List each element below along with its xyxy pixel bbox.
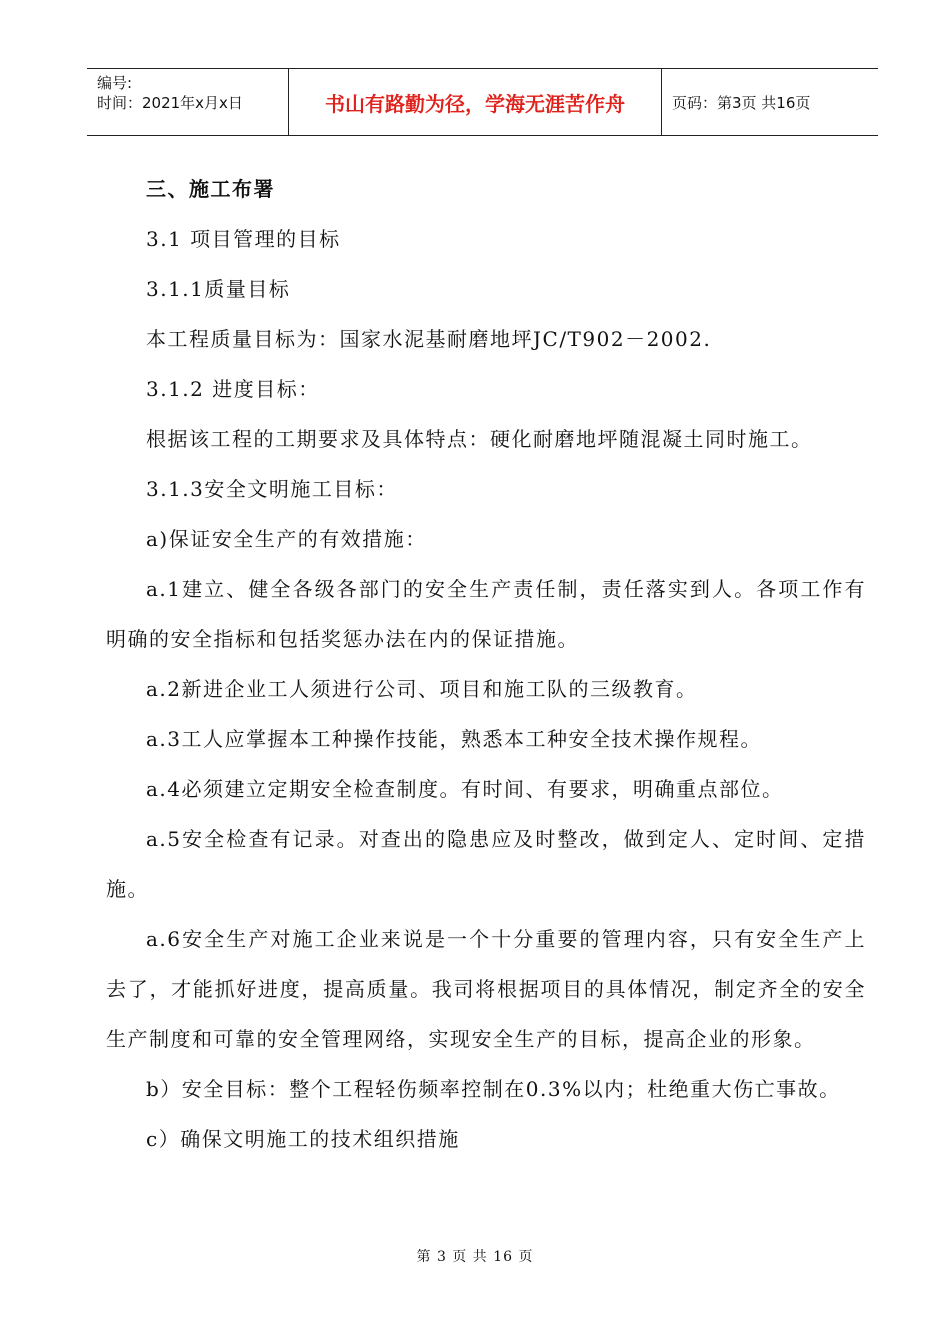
- list-item: a.3工人应掌握本工种操作技能，熟悉本工种安全技术操作规程。: [146, 727, 763, 751]
- list-heading: b）安全目标：整个工程轻伤频率控制在0.3%以内；杜绝重大伤亡事故。: [146, 1077, 841, 1101]
- document-body: [106, 164, 866, 1164]
- section-heading: 三、施工布署: [146, 177, 275, 201]
- subsection-title: 3.1 项目管理的目标: [146, 227, 341, 251]
- header-motto: 书山有路勤为径，学海无涯苦作舟: [289, 69, 662, 135]
- list-item: a.4必须建立定期安全检查制度。有时间、有要求，明确重点部位。: [146, 777, 784, 801]
- subsection-title: 3.1.3安全文明施工目标：: [146, 477, 398, 501]
- list-item: a.6安全生产对施工企业来说是一个十分重要的管理内容，只有安全生产上去了，才能抓好进度，提高质量。我司将根据项目的具体情况，制定齐全的安全生产制度和可靠的安全管理网络，实现安全生产的目标，提高企业的形象。: [106, 927, 866, 1051]
- paragraph: 本工程质量目标为：国家水泥基耐磨地坪JC/T902－2002.: [146, 327, 712, 351]
- list-heading: c）确保文明施工的技术组织措施: [146, 1127, 460, 1151]
- date-label: 时间：2021年x月x日: [97, 94, 243, 112]
- page-footer: 第 3 页 共 16 页: [416, 1249, 534, 1265]
- paragraph: 根据该工程的工期要求及具体特点：硬化耐磨地坪随混凝土同时施工。: [146, 427, 813, 451]
- header-meta: [87, 69, 289, 135]
- subsection-title: 3.1.1质量目标: [146, 277, 291, 301]
- list-heading: a)保证安全生产的有效措施：: [146, 527, 427, 551]
- number-label: 编号:: [97, 74, 133, 92]
- subsection-title: 3.1.2 进度目标：: [146, 377, 320, 401]
- list-item: a.5安全检查有记录。对查出的隐患应及时整改，做到定人、定时间、定措施。: [106, 827, 866, 901]
- list-item: a.2新进企业工人须进行公司、项目和施工队的三级教育。: [146, 677, 698, 701]
- header-page-code: 页码：第3页 共16页: [672, 93, 811, 112]
- list-item: a.1建立、健全各级各部门的安全生产责任制，责任落实到人。各项工作有明确的安全指标和包括奖惩办法在内的保证措施。: [106, 577, 866, 651]
- page-header: [87, 68, 878, 136]
